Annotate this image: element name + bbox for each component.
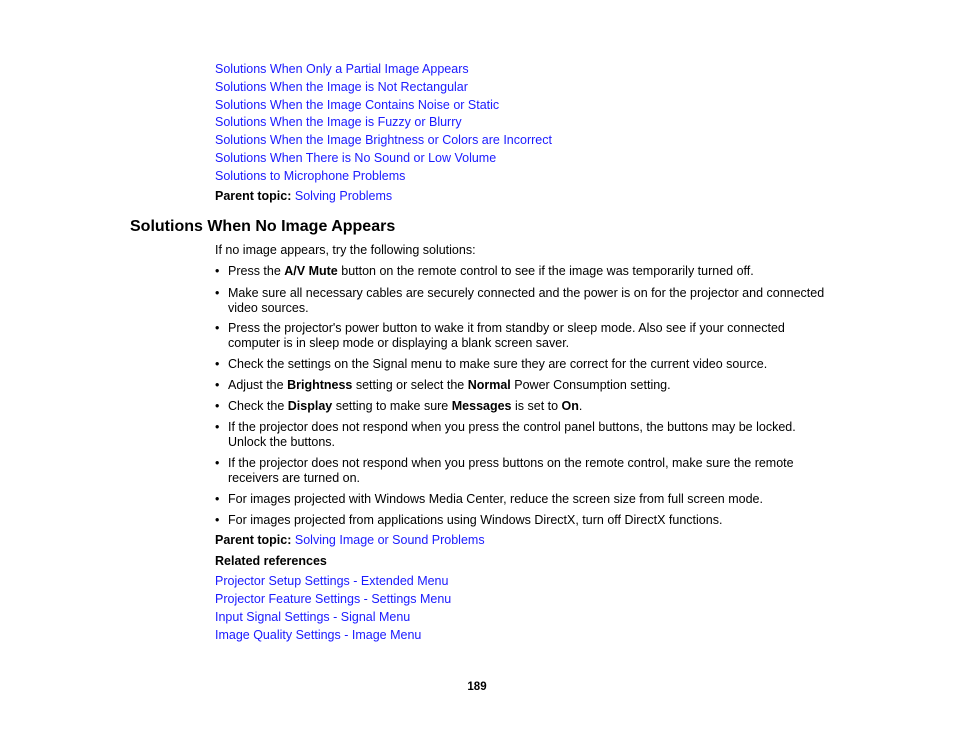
list-item — [215, 286, 835, 315]
list-item — [215, 264, 835, 279]
link-partial-image[interactable]: Solutions When Only a Partial Image Appears — [215, 62, 469, 76]
link-image-quality-settings[interactable]: Image Quality Settings - Image Menu — [215, 628, 422, 642]
link-setup-settings[interactable]: Projector Setup Settings - Extended Menu — [215, 574, 449, 588]
bullet-text: Check the Display setting to make sure Messages is set to On. — [228, 399, 583, 413]
link-not-rectangular[interactable]: Solutions When the Image is Not Rectangular — [215, 79, 468, 94]
link-noise-static[interactable]: Solutions When the Image Contains Noise or Static — [215, 97, 500, 112]
list-item — [215, 321, 835, 350]
intro-text: If no image appears, try the following solutions: — [215, 243, 476, 257]
link-brightness-colors[interactable]: Solutions When the Image Brightness or Colors are Incorrect — [215, 133, 552, 148]
link-feature-settings[interactable]: Projector Feature Settings - Settings Menu — [215, 592, 452, 606]
bullet-text: Press the A/V Mute button on the remote control to see if the image was temporarily turned off. — [228, 264, 754, 278]
bullet-dot: • — [215, 420, 220, 434]
link-microphone[interactable]: Solutions to Microphone Problems — [215, 168, 406, 183]
link-fuzzy-blurry[interactable]: Solutions When the Image is Fuzzy or Blurry — [215, 115, 462, 130]
top-links-list — [215, 61, 552, 186]
bullet-text: Adjust the Brightness setting or select the Normal Power Consumption setting. — [228, 378, 671, 392]
list-item — [215, 513, 835, 528]
bullet-dot: • — [215, 378, 220, 392]
bullet-dot: • — [215, 513, 220, 527]
bullet-text: If the projector does not respond when you press the control panel buttons, the buttons may be locked. Unlock the buttons. — [228, 420, 796, 449]
list-item — [215, 357, 835, 372]
bullet-dot: • — [215, 286, 220, 300]
parent-topic-1 — [215, 189, 392, 203]
bullet-text: Check the settings on the Signal menu to make sure they are correct for the current video source. — [228, 357, 768, 371]
bullet-text: For images projected from applications using Windows DirectX, turn off DirectX functions. — [228, 513, 723, 527]
bullet-dot: • — [215, 321, 220, 335]
bullet-text: Make sure all necessary cables are securely connected and the power is on for the projector and connected video sources. — [228, 286, 825, 315]
link-input-signal-settings[interactable]: Input Signal Settings - Signal Menu — [215, 610, 411, 624]
page-number: 189 — [467, 681, 487, 693]
bullet-dot: • — [215, 456, 220, 470]
parent-topic-link-solving-problems[interactable]: Solving Problems — [294, 189, 393, 203]
bullet-dot: • — [215, 492, 220, 506]
parent-topic-label: Parent topic: — [215, 533, 292, 547]
bullet-text: For images projected with Windows Media Center, reduce the screen size from full screen mode. — [228, 492, 763, 506]
list-item — [215, 456, 835, 485]
bullet-dot: • — [215, 399, 220, 413]
list-item — [215, 378, 835, 393]
related-links-list — [215, 572, 451, 644]
list-item — [215, 399, 835, 414]
list-item — [215, 492, 835, 507]
bullet-text: Press the projector's power button to wake it from standby or sleep mode. Also see if your connected computer is in sleep mode or displaying a blank screen saver. — [228, 321, 785, 350]
parent-topic-2 — [215, 533, 485, 547]
bullet-dot: • — [215, 357, 220, 371]
parent-topic-label: Parent topic: — [215, 189, 292, 203]
bullet-dot: • — [215, 264, 220, 278]
link-no-sound[interactable]: Solutions When There is No Sound or Low Volume — [215, 150, 497, 165]
related-references-heading: Related references — [215, 554, 327, 568]
section-heading: Solutions When No Image Appears — [130, 218, 396, 235]
bullet-text: If the projector does not respond when you press buttons on the remote control, make sure the remote receivers are turned on. — [228, 456, 794, 485]
parent-topic-link-image-sound[interactable]: Solving Image or Sound Problems — [294, 533, 485, 547]
list-item — [215, 420, 835, 449]
